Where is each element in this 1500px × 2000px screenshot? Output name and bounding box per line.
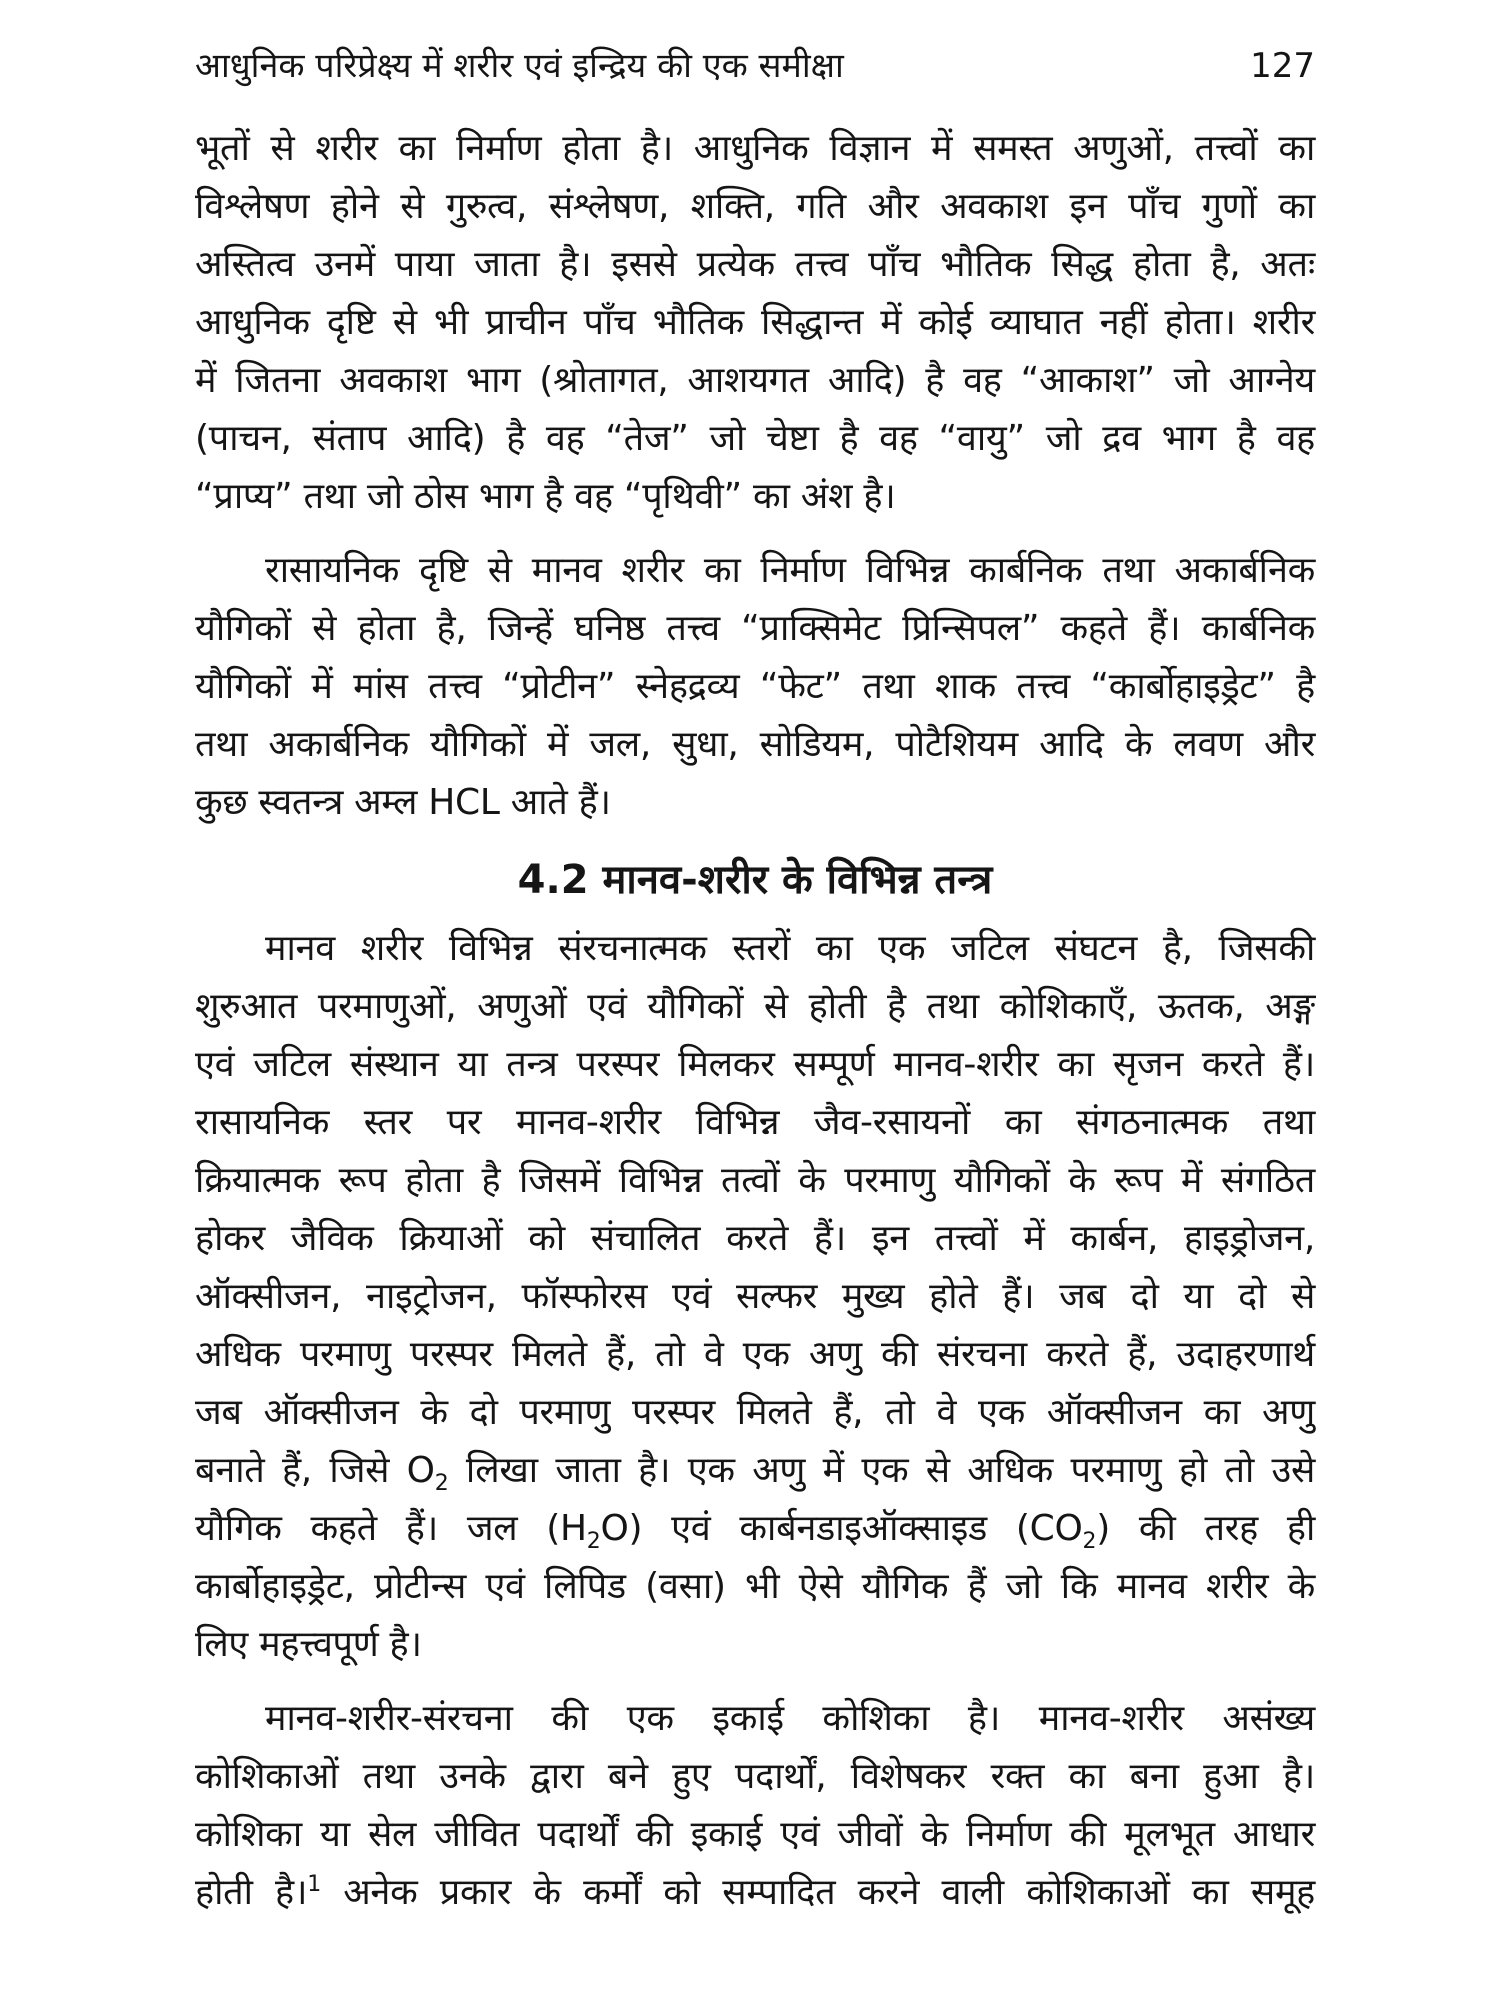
text-line: शुरुआत परमाणुओं, अणुओं एवं यौगिकों से होती है तथा कोशिकाएँ, ऊतक, अङ्ग: [195, 986, 1315, 1027]
text-line: तथा अकार्बनिक यौगिकों में जल, सुधा, सोडियम, पोटैशियम आदि के लवण और: [195, 724, 1315, 765]
text-line: जब ऑक्सीजन के दो परमाणु परस्पर मिलते हैं, तो वे एक ऑक्सीजन का अणु: [195, 1392, 1315, 1433]
running-title: आधुनिक परिप्रेक्ष्य में शरीर एवं इन्द्रिय की एक समीक्षा: [195, 46, 844, 86]
text-segment: अनेक प्रकार के कर्मों को सम्पादित करने वाली कोशिकाओं का समूह: [320, 1872, 1316, 1913]
text-segment: होती है।: [195, 1872, 308, 1913]
text-line-with-footnote: [195, 1864, 1315, 1922]
text-line: कोशिकाओं तथा उनके द्वारा बने हुए पदार्थों, विशेषकर रक्त का बना हुआ है।: [195, 1756, 1315, 1797]
text-line: में जितना अवकाश भाग (श्रोतागत, आशयगत आदि) है वह “आकाश” जो आग्नेय: [195, 360, 1315, 401]
paragraph-4: [195, 1690, 1315, 1922]
text-line: आधुनिक दृष्टि से भी प्राचीन पाँच भौतिक सिद्धान्त में कोई व्याघात नहीं होता। शरीर: [195, 302, 1315, 343]
text-segment: ) की तरह ही: [1096, 1508, 1316, 1549]
text-segment: बनाते हैं, जिसे O: [195, 1450, 435, 1491]
text-line: लिए महत्त्वपूर्ण है।: [195, 1624, 422, 1665]
text-line: ऑक्सीजन, नाइट्रोजन, फॉस्फोरस एवं सल्फर मुख्य होते हैं। जब दो या दो से: [195, 1276, 1315, 1317]
footnote-marker[interactable]: 1: [307, 1872, 321, 1897]
paragraph-2: [195, 542, 1315, 832]
paragraph-1: [195, 120, 1315, 526]
text-segment: O) एवं कार्बनडाइऑक्साइड (CO: [600, 1508, 1083, 1549]
text-line: एवं जटिल संस्थान या तन्त्र परस्पर मिलकर सम्पूर्ण मानव-शरीर का सृजन करते हैं।: [195, 1044, 1315, 1085]
text-line: मानव शरीर विभिन्न संरचनात्मक स्तरों का एक जटिल संघटन है, जिसकी: [265, 928, 1315, 969]
running-header: [195, 40, 1315, 92]
text-line-with-formula: [195, 1442, 1315, 1500]
text-line: क्रियात्मक रूप होता है जिसमें विभिन्न तत्वों के परमाणु यौगिकों के रूप में संगठित: [195, 1160, 1315, 1201]
text-line: रासायनिक स्तर पर मानव-शरीर विभिन्न जैव-रसायनों का संगठनात्मक तथा: [195, 1102, 1315, 1143]
text-line: कार्बोहाइड्रेट, प्रोटीन्स एवं लिपिड (वसा) भी ऐसे यौगिक हैं जो कि मानव शरीर के: [195, 1566, 1315, 1607]
text-line: होकर जैविक क्रियाओं को संचालित करते हैं। इन तत्त्वों में कार्बन, हाइड्रोजन,: [195, 1218, 1315, 1259]
subscript: 2: [586, 1529, 601, 1555]
text-line: विश्लेषण होने से गुरुत्व, संश्लेषण, शक्ति, गति और अवकाश इन पाँच गुणों का: [195, 186, 1315, 227]
subscript: 2: [1082, 1529, 1097, 1555]
subscript: 2: [434, 1471, 449, 1497]
text-line-with-formula: [195, 1500, 1315, 1558]
text-segment: यौगिक कहते हैं। जल (H: [195, 1508, 587, 1549]
text-line: “प्राप्य” तथा जो ठोस भाग है वह “पृथिवी” का अंश है।: [195, 476, 896, 517]
text-line: यौगिकों से होता है, जिन्हें घनिष्ठ तत्त्व “प्राक्सिमेट प्रिन्सिपल” कहते हैं। कार्बनिक: [195, 608, 1315, 649]
paragraph-3: [195, 920, 1315, 1674]
text-line: मानव-शरीर-संरचना की एक इकाई कोशिका है। मानव-शरीर असंख्य: [265, 1698, 1315, 1739]
text-line: कोशिका या सेल जीवित पदार्थों की इकाई एवं जीवों के निर्माण की मूलभूत आधार: [195, 1814, 1315, 1855]
text-line: अस्तित्व उनमें पाया जाता है। इससे प्रत्येक तत्त्व पाँच भौतिक सिद्ध होता है, अतः: [195, 244, 1315, 285]
text-line: कुछ स्वतन्त्र अम्ल HCL आते हैं।: [195, 782, 611, 823]
book-page: [195, 40, 1315, 1922]
text-line: भूतों से शरीर का निर्माण होता है। आधुनिक विज्ञान में समस्त अणुओं, तत्त्वों का: [195, 128, 1315, 169]
text-line: यौगिकों में मांस तत्त्व “प्रोटीन” स्नेहद्रव्य “फेट” तथा शाक तत्त्व “कार्बोहाइड्रेट” है: [195, 666, 1315, 707]
text-line: (पाचन, संताप आदि) है वह “तेज” जो चेष्टा है वह “वायु” जो द्रव भाग है वह: [195, 418, 1315, 459]
section-heading: 4.2 मानव-शरीर के विभिन्न तन्त्र: [517, 857, 993, 903]
text-line: अधिक परमाणु परस्पर मिलते हैं, तो वे एक अणु की संरचना करते हैं, उदाहरणार्थ: [195, 1334, 1315, 1375]
text-line: रासायनिक दृष्टि से मानव शरीर का निर्माण विभिन्न कार्बनिक तथा अकार्बनिक: [265, 550, 1315, 591]
page-number: 127: [1250, 46, 1315, 86]
text-segment: लिखा जाता है। एक अणु में एक से अधिक परमाणु हो तो उसे: [448, 1450, 1315, 1491]
